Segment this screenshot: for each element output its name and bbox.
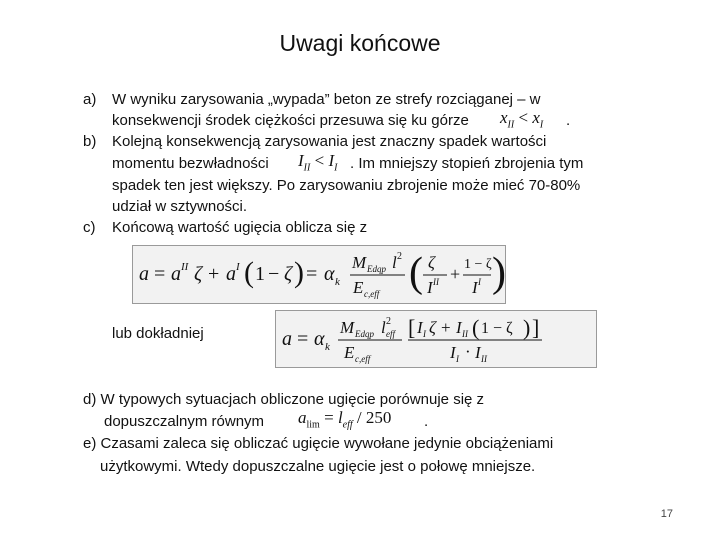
f2-num-zeta: ζ (429, 318, 436, 337)
f2-den-I2-sub: II (481, 354, 487, 364)
f2-rparen: ) (523, 315, 531, 340)
item-d-line2: dopuszczalnym równym (104, 413, 265, 430)
f1-big-lparen: ( (409, 250, 423, 296)
f1-rparen: ) (294, 256, 304, 289)
f2-M: M (340, 318, 355, 337)
item-b-line2a: momentu bezwładności (112, 155, 269, 172)
f2-den-I1-sub: I (456, 354, 459, 364)
f1-I-II-sup: II (433, 277, 439, 287)
f2-alpha: α (314, 328, 325, 350)
item-b-line3: spadek ten jest większy. Po zarysowaniu zbrojenie może mieć 70-80% (112, 177, 581, 194)
f2-den-I2: I (475, 343, 481, 362)
item-d-end: . (424, 413, 429, 430)
f1-zeta2: ζ (284, 263, 293, 285)
f2-num-I1-sub: I (423, 329, 426, 339)
f1-k: k (335, 276, 340, 288)
f2-E-sub: c,eff (355, 354, 371, 364)
f1-eq1: = (154, 263, 166, 285)
f1-M-sub: Edqp (367, 264, 386, 274)
item-b-line1: Kolejną konsekwencją zarysowania jest znaczny spadek wartości (112, 133, 547, 150)
f1-minus: − (268, 263, 280, 285)
f1-E-sub: c,eff (364, 289, 380, 299)
formula-precise-box (275, 310, 597, 368)
item-a-marker: a) (83, 91, 97, 108)
f1-aI: a (226, 263, 236, 285)
f2-E: E (344, 343, 355, 362)
f2-lparen: ( (472, 315, 480, 340)
or-more-precisely-label: lub dokładniej (112, 325, 204, 342)
item-a-line1: W wyniku zarysowania „wypada” beton ze strefy rozciąganej – w (112, 91, 541, 108)
f2-num-I2: I (456, 318, 462, 337)
f1-one-minus-zeta: 1 − ζ (464, 257, 492, 272)
f2-lbracket: [ (408, 315, 416, 340)
f2-num-plus: + (441, 318, 451, 337)
item-e-line2: użytkowymi. Wtedy dopuszczalne ugięcie jest o połowę mniejsze. (100, 458, 536, 475)
f2-den-dot: · (465, 342, 471, 361)
f1-plus2: + (450, 264, 461, 284)
f1-zeta1: ζ (194, 263, 203, 285)
f2-num-paren: 1 − ζ (481, 320, 513, 337)
item-a-inline-formula: $x_{II} < x_I$ (500, 108, 544, 131)
f2-den-I1: I (450, 343, 456, 362)
f1-l: l (392, 253, 397, 272)
item-d-line1: d) W typowych sytuacjach obliczone ugięcie porównuje się z (83, 391, 485, 408)
f2-num-I1: I (417, 318, 423, 337)
item-a-line2: konsekwencji środek ciężkości przesuwa się ku górze (112, 112, 469, 129)
f2-M-sub: Edqp (355, 329, 374, 339)
f1-supII: II (181, 261, 189, 273)
f1-I-I: I (472, 278, 478, 297)
f2-l-sup: 2 (386, 316, 391, 327)
formula-precise (276, 311, 596, 367)
item-e-line1: e) Czasami zaleca się obliczać ugięcie wywołane jedynie obciążeniami (83, 435, 554, 452)
formula-deflection (133, 246, 505, 303)
formula-deflection-box (132, 245, 506, 304)
item-a-end: . (566, 112, 571, 129)
item-b-marker: b) (83, 133, 97, 150)
f1-plus: + (208, 263, 220, 285)
item-b-line2b: . Im mniejszy stopień zbrojenia tym (350, 155, 584, 172)
f2-eq: = (297, 328, 309, 350)
f1-I-I-sup: I (478, 277, 481, 287)
f2-rbracket: ] (532, 315, 540, 340)
f1-aII: a (171, 263, 181, 285)
page-number: 17 (660, 508, 673, 520)
item-c-marker: c) (83, 219, 96, 236)
f1-eq2: = (306, 263, 318, 285)
f1-lparen: ( (244, 256, 254, 289)
f1-I-II: I (427, 278, 433, 297)
f2-k: k (325, 341, 330, 353)
f1-big-rparen: ) (492, 250, 505, 296)
f1-one: 1 (255, 263, 265, 285)
slide-title: Uwagi końcowe (279, 30, 441, 56)
f1-alpha: α (324, 263, 335, 285)
f1-l-sup: 2 (397, 251, 402, 262)
f2-l-sub: eff (386, 329, 395, 339)
f2-l: l (381, 318, 386, 337)
item-d-inline-formula: $a_{lim} = l_{eff} / 250$ (298, 408, 392, 431)
f1-M: M (352, 253, 367, 272)
f2-num-I2-sub: II (462, 329, 468, 339)
item-b-inline-formula: $I_{II} < I_I$ (298, 151, 338, 174)
f1-zeta3: ζ (428, 253, 435, 272)
f2-a: a (282, 328, 292, 350)
f1-E: E (353, 278, 364, 297)
f1-a: a (139, 263, 149, 285)
item-b-line4: udział w sztywności. (112, 198, 248, 215)
item-c-line1: Końcową wartość ugięcia oblicza się z (112, 219, 368, 236)
f1-supI: I (236, 261, 240, 273)
